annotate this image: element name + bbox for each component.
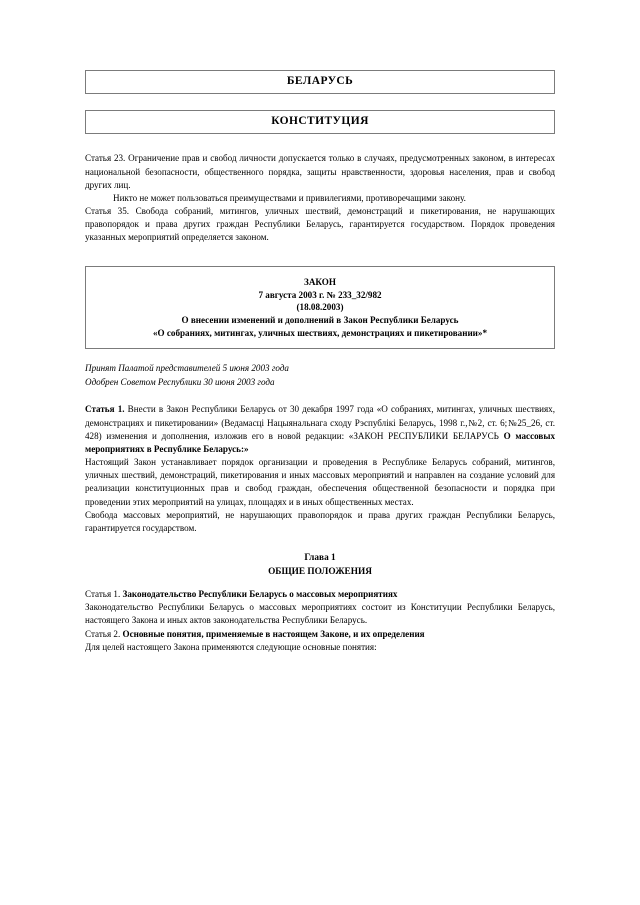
law-article-2-body: Для целей настоящего Закона применяются следующие основные понятия: (85, 641, 377, 652)
adoption-block (85, 362, 555, 389)
constitution-article-35: Статья 35. Свобода собраний, митингов, уличных шествий, демонстраций и пикетирования, не нарушающих правопорядок и права других граждан Республики Беларусь, гарантируется государством. Порядок проведения указанных мероприятий определяется законом. (85, 206, 555, 243)
chapter-heading (85, 552, 555, 580)
law-banner-line-4: О внесении изменений и дополнений в Закон Республики Беларусь (181, 315, 459, 326)
amendment-article-1-body: Внести в Закон Республики Беларусь от 30 декабря 1997 года «О собраниях, митингах, уличных шествиях, демонстрациях и пикетировании» (Ведамасці Нацыянальнага сходу Рэспублікі Беларусь, 1998 г.,№2, ст. 6;№25_26, ст. 428) изменения и дополнения, изложив его в новой редакции: «ЗАКОН РЕСПУБЛИКИ БЕЛАРУСЬ (85, 404, 555, 441)
law-article-2-title: Основные понятия, применяемые в настоящем Законе, и их определения (122, 628, 425, 639)
chapter-number: Глава 1 (304, 553, 336, 564)
adoption-line-council: Одобрен Советом Республики 30 июня 2003 года (85, 376, 275, 387)
chapter-title: ОБЩИЕ ПОЛОЖЕНИЯ (268, 567, 372, 578)
law-banner-line-1: ЗАКОН (304, 276, 336, 287)
freedom-paragraph: Свобода массовых мероприятий, не нарушающих правопорядок и права других граждан Республики Беларусь, гарантируется государством. (85, 509, 555, 533)
purpose-paragraph: Настоящий Закон устанавливает порядок организации и проведения в Республике Беларусь собраний, митингов, уличных шествий, демонстраций, пикетирования и иных массовых мероприятий и направлен на создание условий для реализации конституционных прав и свобод граждан, обеспечения общественной безопасности и порядка при проведении этих мероприятий на улицах, площадях и в иных общественных местах. (85, 457, 555, 507)
law-article-2-heading (85, 628, 555, 641)
amendment-article-1 (85, 403, 555, 456)
law-article-2-label: Статья 2. (85, 628, 121, 639)
adoption-line-chamber: Принят Палатой представителей 5 июня 2003 года (85, 363, 289, 374)
law-banner-line-3: (18.08.2003) (296, 302, 344, 313)
law-title-banner (85, 266, 555, 350)
law-article-1-title: Законодательство Республики Беларусь о массовых мероприятиях (122, 589, 398, 600)
country-banner: БЕЛАРУСЬ (85, 70, 555, 94)
amendment-article-1-bold-tail: О массовых мероприятиях в Республике Беларусь:» (85, 430, 555, 454)
law-banner-line-2: 7 августа 2003 г. № 233_32/982 (258, 289, 382, 300)
constitution-article-23: Статья 23. Ограничение прав и свобод личности допускается только в случаях, предусмотренных законом, в интересах национальной безопасности, общественного порядка, защиты нравственности, здоровья населения, прав и свобод других лиц. (85, 153, 555, 190)
constitution-article-23-second-paragraph: Никто не может пользоваться преимуществами и привилегиями, противоречащими закону. (113, 192, 466, 203)
law-banner-line-5: «О собраниях, митингах, уличных шествиях, демонстрациях и пикетировании»* (152, 328, 488, 339)
amendment-article-1-label: Статья 1. (85, 404, 125, 415)
constitution-banner: КОНСТИТУЦИЯ (85, 110, 555, 134)
law-article-1-body: Законодательство Республики Беларусь о массовых мероприятиях состоит из Конституции Республики Беларусь, настоящего Закона и иных актов законодательства Республики Беларусь. (85, 602, 555, 626)
law-article-1-label: Статья 1. (85, 589, 121, 600)
law-article-1-heading (85, 588, 555, 601)
